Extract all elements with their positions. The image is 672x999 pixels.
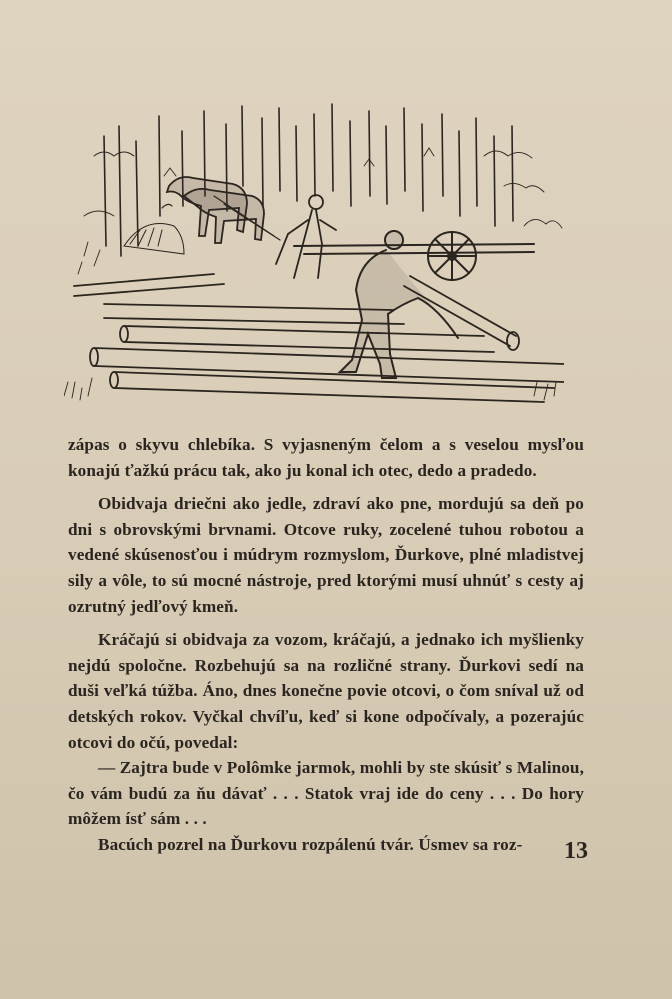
logging-illustration	[64, 96, 564, 416]
paragraph-4: — Zajtra bude v Polômke jarmok, mohli by ste skúsiť s Malinou, čo vám budú za ňu dávať . . . Statok vraj ide do ceny . . . Do hory môžem ísť sám . . .	[68, 758, 584, 829]
paragraph-2: Obidvaja driečni ako jedle, zdraví ako pne, mordujú sa deň po dni s obrovskými brvnami. Otcove ruky, zocelené tuhou robotou a vedené skúsenosťou i múdrym rozmyslom, Ďurkove, plné mladistvej sily a vôle, to sú mocné nástroje, pred ktorými musí uhnúť s cesty aj ozrutný jedľový kmeň.	[68, 494, 584, 616]
paragraph-3: Kráčajú si obidvaja za vozom, kráčajú, a jednako ich myšlienky nejdú spoločne. Rozbehujú sa na rozličné strany. Ďurkovi sedí na duši veľká túžba. Áno, dnes konečne povie otcovi, o čom sníval už od detských rokov. Vyčkal chvíľu, keď si kone odpočívaly, a pozerajúc otcovi do očú, povedal:	[68, 630, 584, 752]
paragraph-1: zápas o skyvu chlebíka. S vyjasneným čelom a s veselou mysľou konajú ťažkú prácu tak, ako ju konal ich otec, dedo a pradedo.	[68, 435, 584, 480]
page-number: 13	[564, 838, 588, 864]
body-text	[68, 432, 584, 858]
paragraph-5: Bacúch pozrel na Ďurkovu rozpálenú tvár. Úsmev sa roz-	[98, 834, 523, 854]
